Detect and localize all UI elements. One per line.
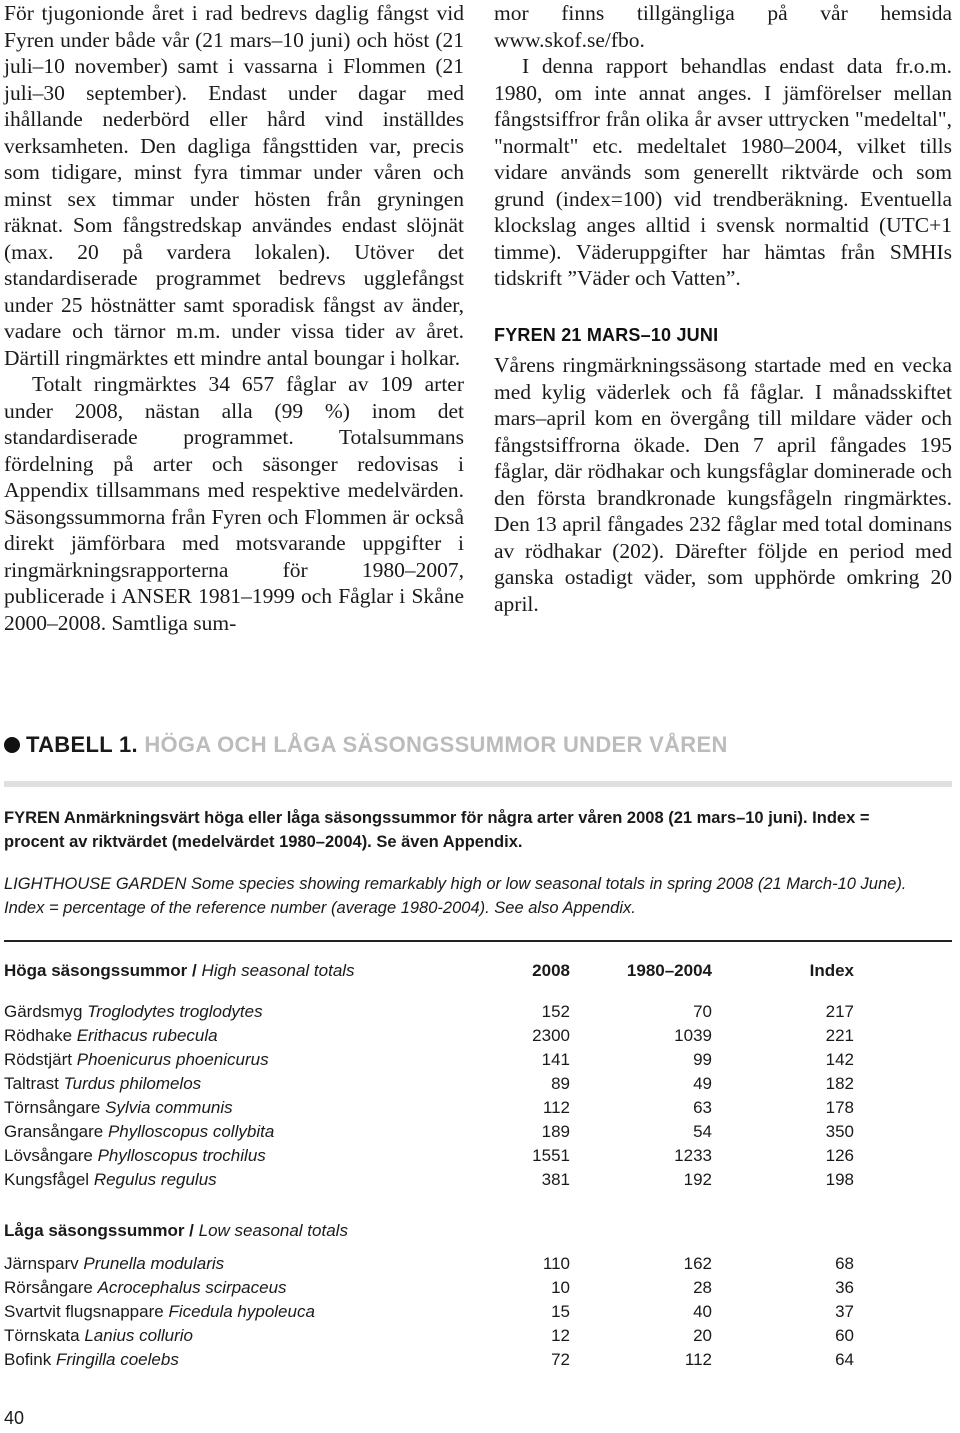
common-name: Lövsångare [4, 1146, 93, 1165]
high-totals-header: Höga säsongssummor / High seasonal totals [4, 961, 355, 980]
common-name: Kungsfågel [4, 1170, 90, 1189]
species-cell [4, 1324, 484, 1348]
value-2008: 141 [541, 1050, 570, 1069]
latin-name: Prunella modularis [83, 1254, 225, 1273]
totals-paragraph: Totalt ringmärktes 34 657 fåglar av 109 arter under 2008, nästan alla (99 %) inom det standardiserade programmet. Totalsummans fördelning på arter och säsonger redovisas i Appendix tillsammans med respektive medelvärden. Säsongssummorna från Fyren och Flommen är också direkt jämförbara med motsvarande uppgifter i ringmärkningsrapporterna för 1980–2007, publicerade i ANSER 1981–1999 och Fåglar i Skåne 2000–2008. Samtliga sum- [4, 372, 464, 635]
latin-name: Phylloscopus trochilus [97, 1146, 266, 1165]
website-paragraph: mor finns tillgängliga på vår hemsida www.skof.se/fbo. [494, 1, 952, 52]
common-name: Gransångare [4, 1122, 104, 1141]
table-heading [4, 732, 952, 758]
value-average: 1233 [674, 1146, 712, 1165]
spring-paragraph: Vårens ringmärkningssäsong startade med en vecka med kylig väderlek och få fåglar. I månadsskiftet mars–april kom en övergång till mildare väder och fångstsiffrorna ökade. Den 7 april fångades 195 fåglar, där rödhakar och kungsfåglar dominerade och den första brandkronade kungsfågeln ringmärktes. Den 13 april fångades 232 fåglar med total dominans av rödhakar (202). Därefter följde en period med ganska ostadigt väder, som upphörde omkring 20 april. [494, 353, 952, 616]
latin-name: Phylloscopus collybita [107, 1122, 275, 1141]
value-2008: 89 [551, 1074, 570, 1093]
species-cell [4, 1096, 484, 1120]
latin-name: Ficedula hypoleuca [168, 1302, 315, 1321]
seasonal-totals-table [4, 958, 854, 1372]
value-average: 1039 [674, 1026, 712, 1045]
value-index: 350 [825, 1122, 854, 1141]
common-name: Rödhake [4, 1026, 73, 1045]
table-top-rule [4, 940, 952, 942]
latin-name: Phoenicurus phoenicurus [76, 1050, 269, 1069]
common-name: Rödstjärt [4, 1050, 73, 1069]
common-name: Rörsångare [4, 1278, 93, 1297]
table-row [4, 1048, 854, 1072]
species-cell [4, 1072, 484, 1096]
table-row [4, 1168, 854, 1192]
table-row [4, 1120, 854, 1144]
value-index: 198 [825, 1170, 854, 1189]
low-totals-header-row [4, 1218, 854, 1244]
value-2008: 152 [541, 1002, 570, 1021]
value-average: 99 [693, 1050, 712, 1069]
value-2008: 72 [551, 1350, 570, 1369]
common-name: Törnskata [4, 1326, 80, 1345]
heading-rule [4, 781, 952, 787]
table-header-row [4, 958, 854, 984]
value-2008: 381 [541, 1170, 570, 1189]
value-index: 217 [825, 1002, 854, 1021]
right-text-column [494, 0, 952, 617]
value-average: 28 [693, 1278, 712, 1297]
table-row [4, 1024, 854, 1048]
latin-name: Regulus regulus [93, 1170, 217, 1189]
common-name: Törnsångare [4, 1098, 101, 1117]
low-totals-header: Låga säsongssummor / Low seasonal totals [4, 1221, 348, 1240]
value-index: 36 [835, 1278, 854, 1297]
species-cell [4, 1144, 484, 1168]
value-index: 60 [835, 1326, 854, 1345]
table-row [4, 1324, 854, 1348]
value-average: 40 [693, 1302, 712, 1321]
value-2008: 12 [551, 1326, 570, 1345]
species-cell [4, 1252, 484, 1276]
value-average: 70 [693, 1002, 712, 1021]
species-cell [4, 1024, 484, 1048]
value-index: 126 [825, 1146, 854, 1165]
method-paragraph: I denna rapport behandlas endast data fr.o.m. 1980, om inte annat anges. I jämförelser mellan fångstsiffror från olika år avser uttrycken "medeltal", "normalt" etc. medeltalet 1980–2004, vilket tills vidare används som generellt riktvärde och som grund (index=100) vid trendberäkning. Eventuella klockslag anges alltid i svensk normaltid (UTC+1 timme). Väderuppgifter har hämtas från SMHIs tidskrift ”Väder och Vatten”. [494, 54, 952, 290]
value-index: 178 [825, 1098, 854, 1117]
value-2008: 112 [542, 1098, 570, 1117]
value-2008: 189 [541, 1122, 570, 1141]
latin-name: Turdus philomelos [63, 1074, 202, 1093]
latin-name: Sylvia communis [105, 1098, 233, 1117]
species-cell [4, 1348, 484, 1372]
common-name: Järnsparv [4, 1254, 79, 1273]
species-cell [4, 1168, 484, 1192]
latin-name: Troglodytes troglodytes [87, 1002, 263, 1021]
intro-paragraph: För tjugonionde året i rad bedrevs daglig fångst vid Fyren under både vår (21 mars–10 juni) och höst (21 juli–10 november) samt i vassarna i Flommen (21 juli–30 september). Endast under dagar med ihållande nederbörd eller hård vind inställdes verksamheten. Den dagliga fångsttiden var, precis som tidigare, minst fyra timmar under våren och minst sex timmar under hösten från gryningen räknat. Som fångstredskap användes endast slöjnät (max. 20 på vardera lokalen). Utöver det standardiserade programmet bedrevs ugglefångst under 25 höstnätter samt sporadisk fångst av änder, vadare och tärnor m.m. under vissa tider av året. Därtill ringmärktes ett mindre antal boungar i holkar. [4, 1, 464, 370]
value-average: 20 [693, 1326, 712, 1345]
common-name: Taltrast [4, 1074, 59, 1093]
value-average: 192 [683, 1170, 712, 1189]
latin-name: Fringilla coelebs [55, 1350, 179, 1369]
common-name: Gärdsmyg [4, 1002, 83, 1021]
value-index: 142 [825, 1050, 854, 1069]
value-average: 54 [693, 1122, 712, 1141]
common-name: Svartvit flugsnappare [4, 1302, 164, 1321]
value-index: 68 [835, 1254, 854, 1273]
col-header-2008: 2008 [532, 961, 570, 980]
value-index: 182 [825, 1074, 854, 1093]
value-2008: 10 [551, 1278, 570, 1297]
table-caption-english: LIGHTHOUSE GARDEN Some species showing remarkably high or low seasonal totals in spring 2008 (21 March-10 June). Index = percentage of the reference number (average 1980-2004). See also Appendix. [4, 875, 907, 917]
latin-name: Erithacus rubecula [76, 1026, 218, 1045]
latin-name: Lanius collurio [84, 1326, 194, 1345]
value-index: 221 [825, 1026, 854, 1045]
table-row [4, 1348, 854, 1372]
table-caption-swedish: FYREN Anmärkningsvärt höga eller låga säsongssummor för några arter våren 2008 (21 mars–10 juni). Index = procent av riktvärdet (medelvärdet 1980–2004). Se även Appendix. [4, 809, 870, 851]
table-heading-title: HÖGA OCH LÅGA SÄSONGSSUMMOR UNDER VÅREN [144, 732, 728, 757]
value-average: 162 [683, 1254, 712, 1273]
value-average: 112 [684, 1350, 712, 1369]
table-row [4, 1300, 854, 1324]
species-cell [4, 1048, 484, 1072]
table-heading-label: TABELL 1. [26, 732, 138, 757]
species-cell [4, 1000, 484, 1024]
value-index: 64 [835, 1350, 854, 1369]
table-row [4, 1096, 854, 1120]
value-index: 37 [835, 1302, 854, 1321]
col-header-index: Index [809, 961, 854, 980]
table-row [4, 1144, 854, 1168]
latin-name: Acrocephalus scirpaceus [97, 1278, 287, 1297]
col-header-average: 1980–2004 [626, 961, 712, 980]
table-row [4, 1276, 854, 1300]
table-row [4, 1000, 854, 1024]
value-average: 63 [693, 1098, 712, 1117]
species-cell [4, 1276, 484, 1300]
left-text-column [4, 0, 464, 636]
common-name: Bofink [4, 1350, 52, 1369]
value-2008: 15 [551, 1302, 570, 1321]
table-row [4, 1252, 854, 1276]
table-row [4, 1072, 854, 1096]
value-2008: 1551 [532, 1146, 570, 1165]
bullet-icon [4, 737, 20, 753]
species-cell [4, 1300, 484, 1324]
value-average: 49 [693, 1074, 712, 1093]
value-2008: 2300 [532, 1026, 570, 1045]
species-cell [4, 1120, 484, 1144]
value-2008: 110 [542, 1254, 570, 1273]
section-heading: FYREN 21 MARS–10 JUNI [494, 324, 719, 345]
page-number: 40 [4, 1408, 25, 1428]
